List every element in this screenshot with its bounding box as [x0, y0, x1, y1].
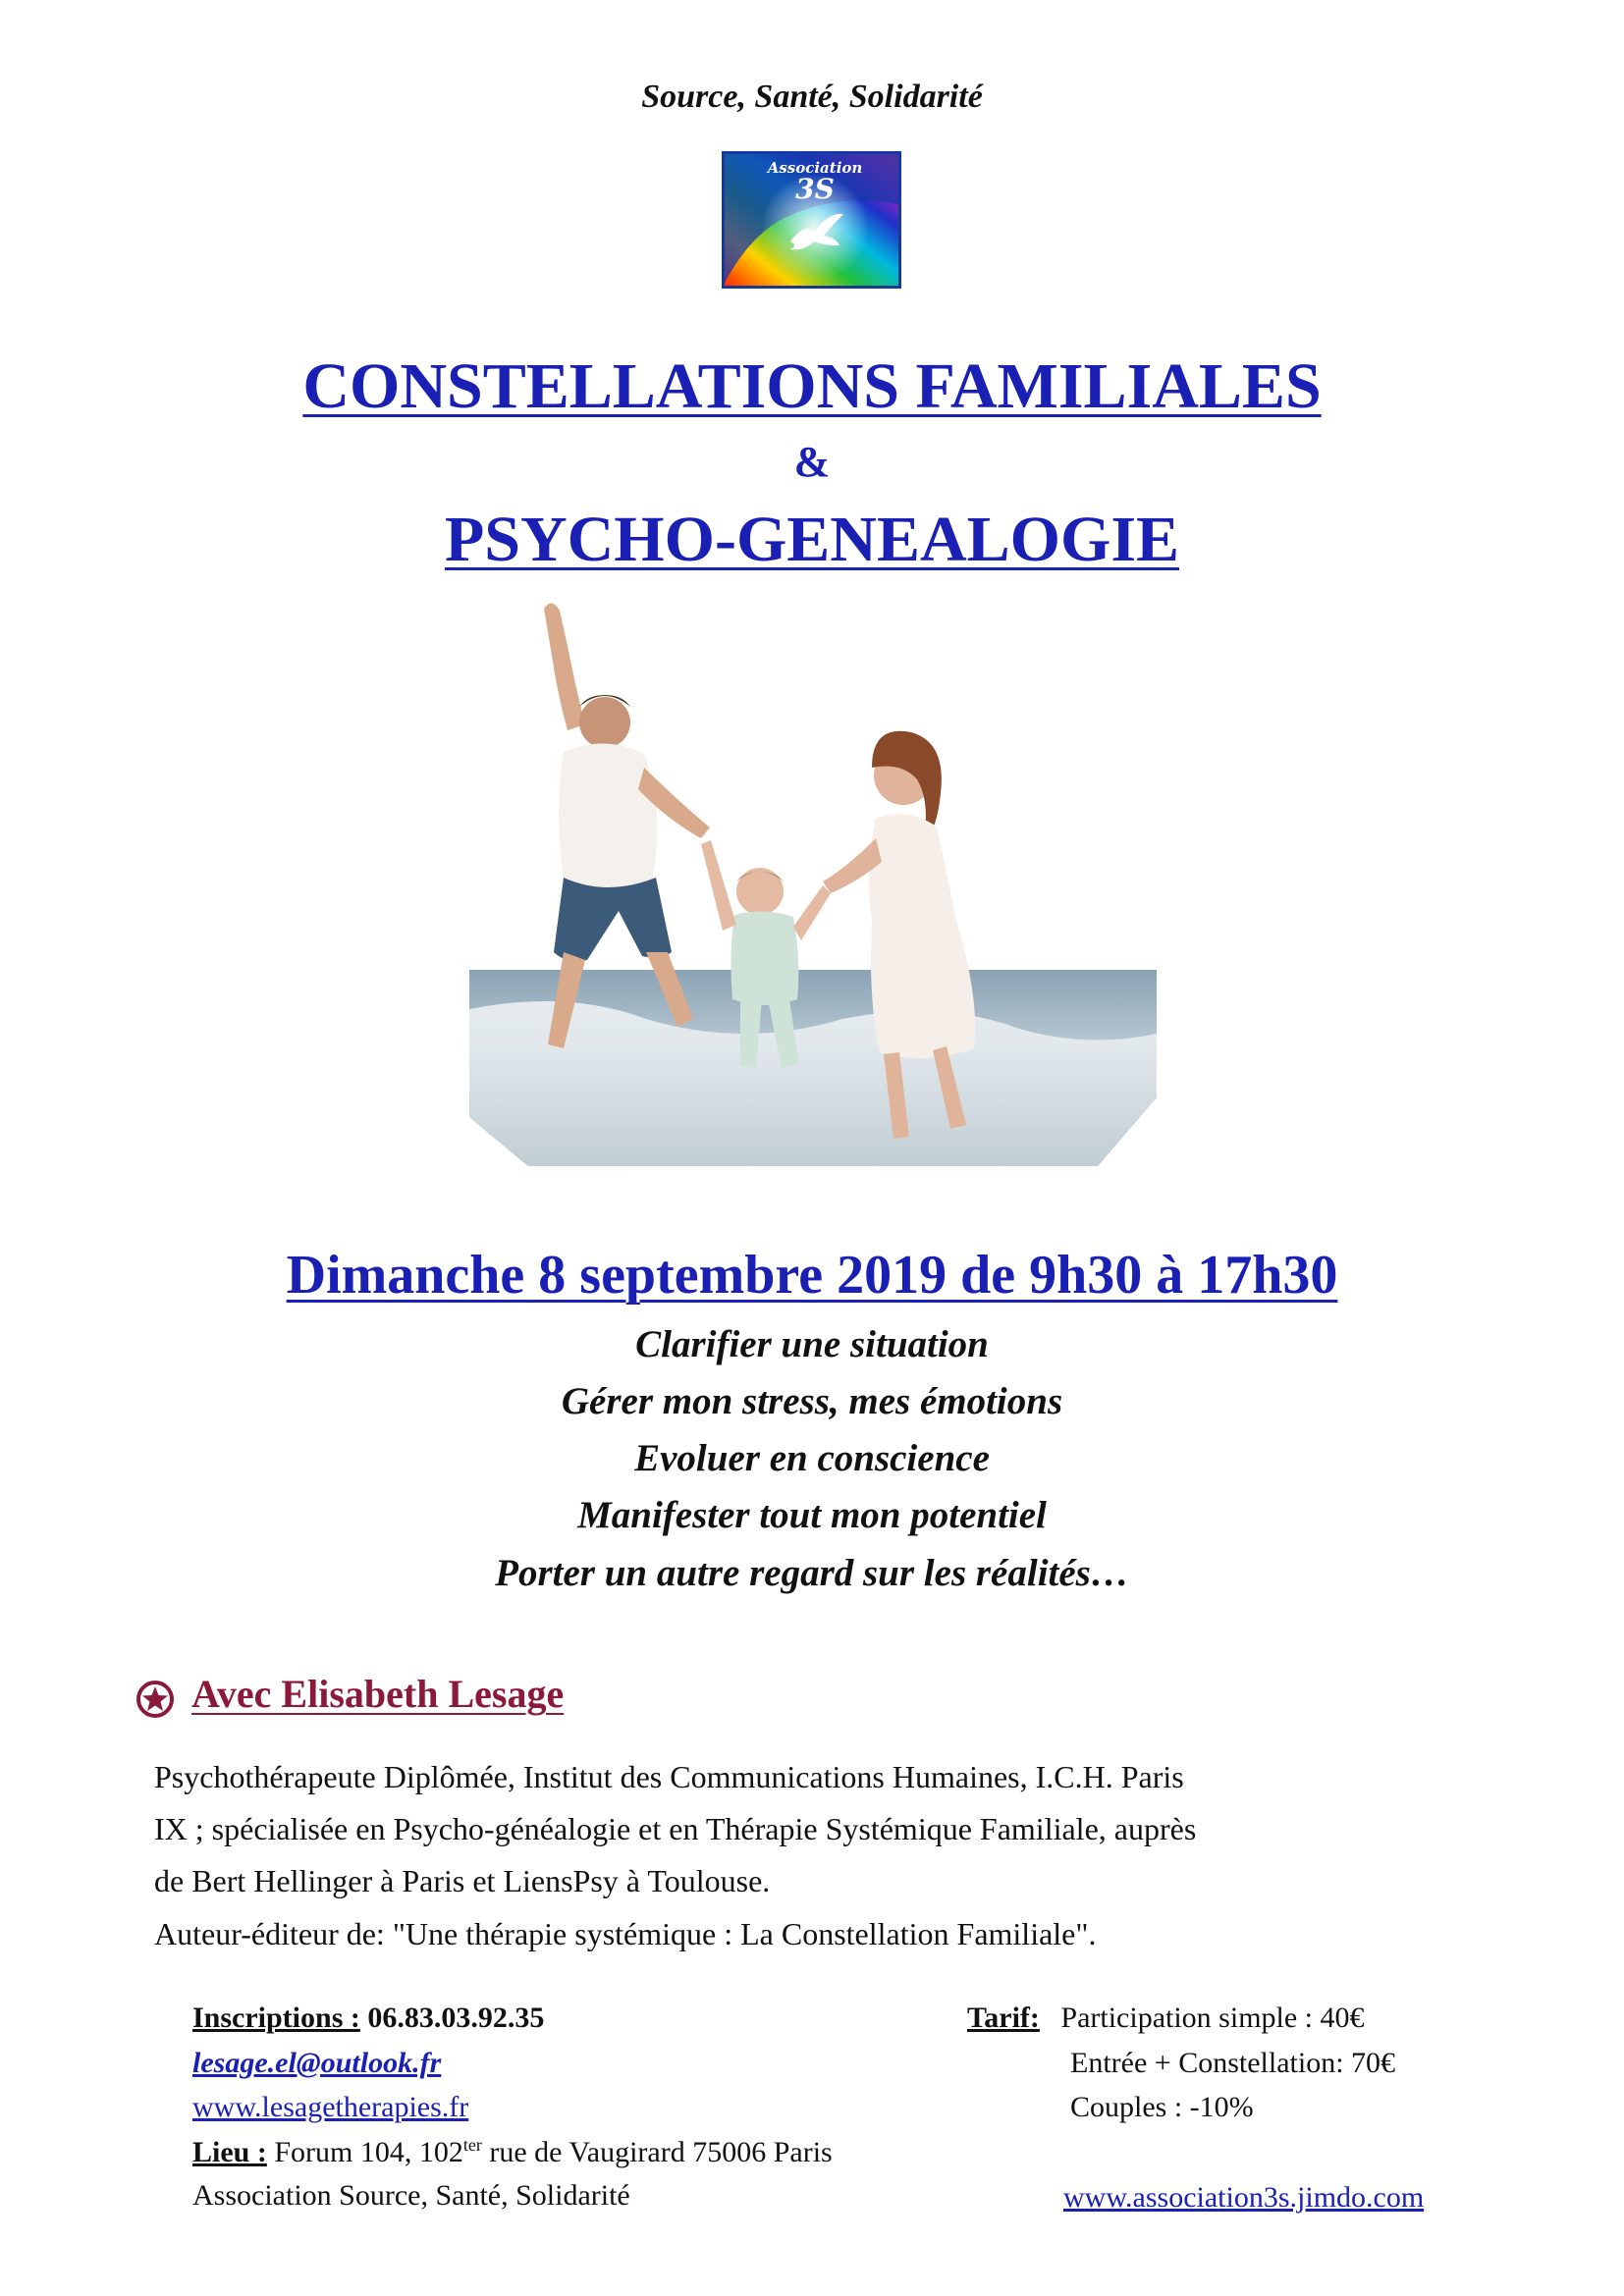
website-link[interactable]: www.lesagetherapies.fr — [192, 2091, 469, 2123]
tarif-item: Couples : -10% — [1070, 2091, 1254, 2123]
family-beach-photo — [469, 587, 1157, 1196]
presenter-name: Avec Elisabeth Lesage — [191, 1672, 565, 1716]
benefit-line: Gérer mon stress, mes émotions — [561, 1380, 1063, 1422]
presenter-bio-line: Auteur-éditeur de: "Une thérapie systémique : La Constellation Familiale". — [154, 1916, 1097, 1951]
lieu-address: Forum 104, $102^{ter}$ rue de Vaugirard 75006 Paris — [274, 2135, 833, 2168]
title-constellations: CONSTELLATIONS FAMILIALES — [302, 350, 1322, 422]
inscriptions-line — [192, 2002, 544, 2035]
benefit-line: Porter un autre regard sur les réalités… — [495, 1552, 1129, 1594]
logo-text-3s: 3S — [795, 173, 835, 205]
title-psycho-genealogie: PSYCHO-GENEALOGIE — [444, 504, 1180, 575]
presenter-bio-line: de Bert Hellinger à Paris et LiensPsy à Toulouse. — [154, 1863, 771, 1898]
tarif-item: Participation simple : 40€ — [1060, 2002, 1365, 2034]
association-website-link[interactable]: www.association3s.jimdo.com — [1063, 2181, 1425, 2214]
presenter-bio-line: Psychothérapeute Diplômée, Institut des Communications Humaines, I.C.H. Paris — [154, 1759, 1184, 1794]
lieu-line — [192, 2135, 833, 2169]
lieu-label: Lieu : — [192, 2136, 267, 2168]
phone-number[interactable]: 06.83.03.92.35 — [367, 2002, 545, 2034]
inscriptions-label: Inscriptions : — [192, 2002, 360, 2034]
email-link[interactable]: lesage.el@outlook.fr — [192, 2047, 442, 2079]
benefit-line: Manifester tout mon potentiel — [577, 1494, 1047, 1536]
event-date: Dimanche 8 septembre 2019 de 9h30 à 17h30 — [286, 1245, 1338, 1306]
tarif-line — [967, 2002, 1365, 2035]
title-ampersand: & — [793, 438, 831, 486]
association-name: Association Source, Santé, Solidarité — [192, 2179, 630, 2212]
star-circle-icon — [135, 1680, 175, 1719]
tarif-item: Entrée + Constellation: 70€ — [1070, 2047, 1396, 2079]
tagline: Source, Santé, Solidarité — [641, 79, 983, 115]
tarif-label: Tarif: — [967, 2002, 1040, 2034]
logo-text-association: Association — [767, 159, 863, 177]
benefit-line: Evoluer en conscience — [634, 1437, 990, 1479]
presenter-bio-line: IX ; spécialisée en Psycho-généalogie et en Thérapie Systémique Familiale, auprès — [154, 1811, 1197, 1846]
association-logo — [722, 151, 901, 289]
benefit-line: Clarifier une situation — [635, 1323, 989, 1365]
